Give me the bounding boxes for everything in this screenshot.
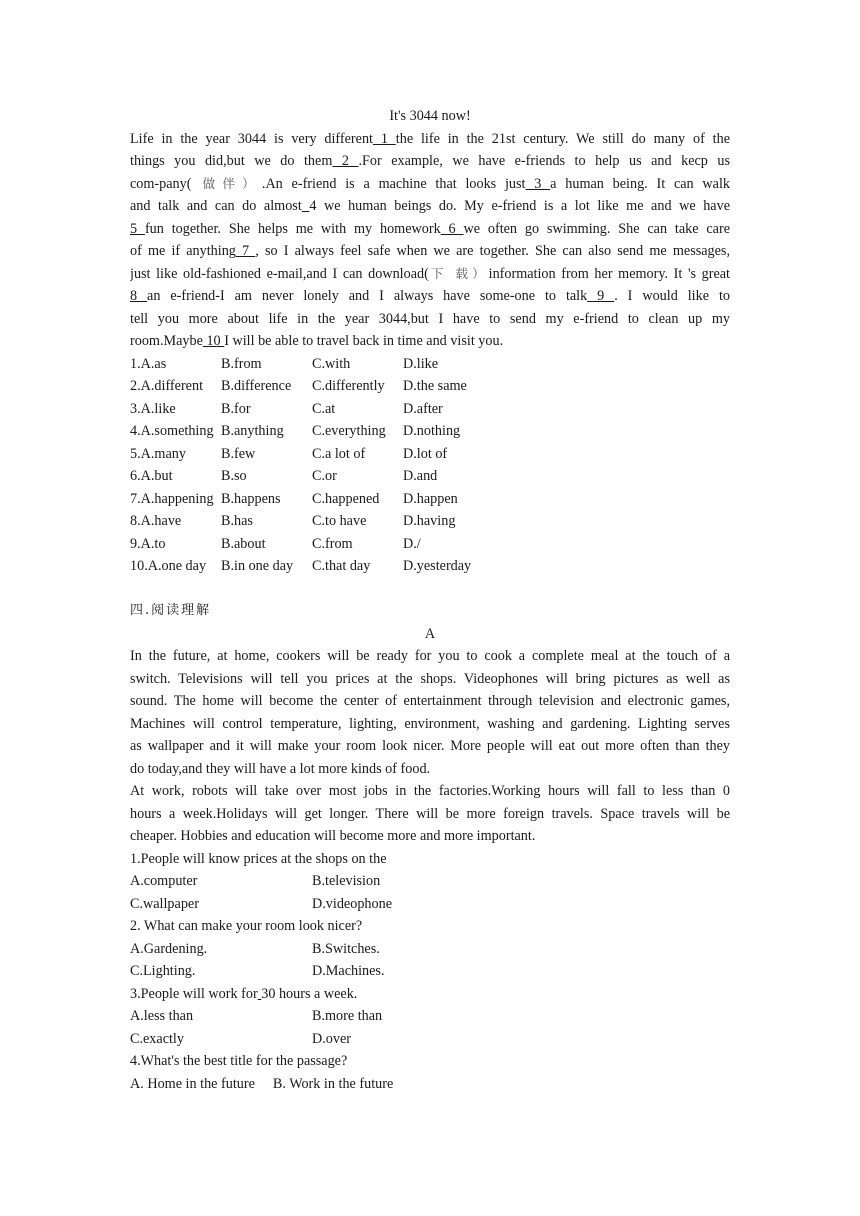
text: an e-friend-I am never lonely and I always have some-one to talk — [147, 288, 588, 304]
option[interactable]: A.less than — [130, 1008, 194, 1024]
passage1-line-4 — [130, 195, 730, 218]
question-3-options-row — [130, 1028, 730, 1051]
blank-6: 6 — [440, 220, 464, 237]
text: a human being. It can walk — [550, 175, 730, 192]
option[interactable]: D.nothing — [403, 423, 461, 439]
option[interactable]: D.videophone — [312, 895, 392, 912]
passage1-line-5 — [130, 218, 730, 241]
question-1-options-row — [130, 870, 730, 893]
option[interactable]: 7.A.happening — [130, 490, 214, 507]
option[interactable]: D.having — [403, 513, 456, 529]
text: information from her memory. It 's great — [488, 265, 730, 282]
question-2: 2. What can make your room look nicer? — [130, 918, 363, 934]
blank-9: 9 — [587, 288, 615, 304]
cloze-option-row — [130, 443, 730, 466]
cloze-option-row — [130, 398, 730, 421]
option[interactable]: D.over — [312, 1030, 352, 1047]
option[interactable]: C.wallpaper — [130, 895, 199, 912]
option[interactable]: C.a lot of — [312, 445, 366, 462]
passage1-line-10 — [130, 330, 730, 353]
option[interactable]: 10.A.one day — [130, 558, 207, 574]
question-2-options-row — [130, 960, 730, 983]
option[interactable]: 4.A.something — [130, 423, 214, 439]
option[interactable]: A. Home in the future — [130, 1075, 255, 1092]
option[interactable]: 3.A.like — [130, 400, 176, 417]
option[interactable]: 5.A.many — [130, 445, 186, 462]
passage1-line-1 — [130, 128, 730, 151]
passage-line: sound. The home will become the center of entertainment through television and electronic games, — [130, 693, 730, 709]
passage1-line-9 — [130, 308, 730, 331]
text: just like old-fashioned e-mail,and I can download( — [130, 265, 429, 282]
text: 30 hours a week. — [261, 985, 358, 1002]
option[interactable]: A.Gardening. — [130, 940, 208, 957]
option[interactable]: 9.A.to — [130, 535, 166, 552]
option[interactable]: D.after — [403, 400, 443, 417]
passage1-line-7 — [130, 263, 730, 286]
reading-passage — [130, 645, 730, 848]
option[interactable]: B. Work in the future — [272, 1075, 394, 1092]
passage-line: In the future, at home, cookers will be ready for you to cook a complete meal at the touch of a — [130, 648, 730, 664]
option[interactable]: C.that day — [312, 558, 371, 574]
question-3-options-row — [130, 1005, 730, 1028]
option[interactable]: D.happen — [403, 490, 458, 507]
question-3 — [130, 983, 730, 1006]
text: we often go swimming. She can take care — [463, 220, 730, 237]
option[interactable]: B.from — [221, 355, 262, 372]
option[interactable]: B.anything — [221, 423, 284, 439]
cloze-options — [130, 353, 730, 578]
blank-7: 7 — [235, 243, 256, 259]
option[interactable]: A.computer — [130, 873, 198, 889]
option[interactable]: D./ — [403, 535, 421, 552]
option[interactable]: C.happened — [312, 490, 380, 507]
option[interactable]: C.at — [312, 400, 336, 417]
passage-line: cheaper. Hobbies and education will become more and more important. — [130, 828, 536, 844]
option[interactable]: B.for — [221, 400, 251, 417]
question-4-options-row — [130, 1073, 730, 1096]
text: and talk and can do almost — [130, 198, 302, 214]
passage-line: At work, robots will take over most jobs in the factories.Working hours will fall to less than 0 — [130, 783, 730, 799]
text: we human beings do. My e-friend is a lot like me and we have — [316, 198, 730, 214]
text: of me if anything — [130, 243, 236, 259]
worksheet-page — [130, 105, 730, 1095]
blank-10: 10 — [202, 333, 225, 349]
option[interactable]: B.more than — [312, 1008, 383, 1024]
question-4: 4.What's the best title for the passage? — [130, 1053, 348, 1069]
blank-5: 5 — [130, 220, 145, 237]
option[interactable]: C.to have — [312, 513, 367, 529]
blank-1: 1 — [372, 130, 396, 147]
text: I will be able to travel back in time and visit you. — [224, 333, 504, 349]
blank-2: 2 — [332, 153, 359, 169]
option[interactable]: 1.A.as — [130, 355, 167, 372]
blank-3: 3 — [525, 175, 551, 192]
text: 3.People will work for — [130, 985, 258, 1002]
cloze-option-row — [130, 420, 730, 443]
cloze-option-row — [130, 465, 730, 488]
option[interactable]: 6.A.but — [130, 468, 173, 484]
passage1-line-3 — [130, 173, 730, 196]
passage1-line-2 — [130, 150, 730, 173]
passage-line: Machines will control temperature, lighting, environment, washing and gardening. Lighting serves — [130, 715, 730, 732]
chinese-gloss: 做伴） — [191, 175, 262, 191]
question-2-options-row — [130, 938, 730, 961]
option[interactable]: B.difference — [221, 378, 292, 394]
text: .For example, we have e-friends to help us and kecp us — [358, 153, 730, 169]
cloze-option-row — [130, 375, 730, 398]
blank-8: 8 — [130, 288, 148, 304]
text: .An e-friend is a machine that looks just — [261, 175, 526, 192]
option[interactable]: C.differently — [312, 378, 385, 394]
passage1-line-6 — [130, 240, 730, 263]
text: Life in the year 3044 is very different — [130, 130, 373, 147]
option[interactable]: B.happens — [221, 490, 281, 507]
option[interactable]: D.and — [403, 468, 438, 484]
option[interactable]: C.from — [312, 535, 353, 552]
passage-title: It's 3044 now! — [389, 108, 471, 124]
cloze-option-row — [130, 488, 730, 511]
passage-line: do today,and they will have a lot more kinds of food. — [130, 760, 431, 777]
option[interactable]: C.everything — [312, 423, 386, 439]
passage-line: as wallpaper and it will make your room look nicer. More people will eat out more often than they — [130, 738, 730, 754]
option[interactable]: B.has — [221, 513, 253, 529]
option[interactable]: 8.A.have — [130, 513, 182, 529]
option[interactable]: C.with — [312, 355, 351, 372]
text: room.Maybe — [130, 333, 203, 349]
option[interactable]: B.about — [221, 535, 266, 552]
question-1: 1.People will know prices at the shops on the — [130, 850, 387, 867]
cloze-option-row — [130, 353, 730, 376]
option[interactable]: B.few — [221, 445, 256, 462]
text: com-pany( — [130, 175, 192, 192]
option[interactable]: D.lot of — [403, 445, 448, 462]
option[interactable]: 2.A.different — [130, 378, 204, 394]
option[interactable]: B.Switches. — [312, 940, 380, 957]
question-1-options-row — [130, 893, 730, 916]
text: fun together. She helps me with my homework — [144, 220, 441, 237]
chinese-gloss: 下 载） — [428, 265, 489, 281]
option[interactable]: D.yesterday — [403, 558, 472, 574]
option[interactable]: D.the same — [403, 378, 467, 394]
text: things you did,but we do them — [130, 153, 333, 169]
cloze-option-row — [130, 555, 730, 578]
passage-line: switch. Televisions will tell you prices at the shops. Videophones will bring pictures as well as — [130, 670, 730, 687]
spacer — [130, 578, 730, 601]
passage-a-label: A — [424, 625, 436, 642]
option[interactable]: C.or — [312, 468, 337, 484]
text: the life in the 21st century. We still do many of the — [395, 130, 730, 147]
passage1-line-8 — [130, 285, 730, 308]
option[interactable]: B.in one day — [221, 558, 294, 574]
blank-4-number: 4 — [309, 198, 317, 214]
option[interactable]: D.Machines. — [312, 963, 385, 979]
option[interactable]: C.exactly — [130, 1030, 184, 1047]
option[interactable]: B.so — [221, 468, 247, 484]
text: tell you more about life in the year 3044,but I have to send my e-friend to clean up my — [130, 310, 730, 327]
section-heading: 四.阅读理解 — [130, 603, 212, 618]
passage-line: hours a week.Holidays will get longer. There will be more foreign travels. Space travels will be — [130, 805, 730, 822]
option[interactable]: D.like — [403, 355, 439, 372]
cloze-option-row — [130, 533, 730, 556]
option[interactable]: C.Lighting. — [130, 963, 196, 979]
option[interactable]: B.television — [312, 873, 381, 889]
text: , so I always feel safe when we are together. She can also send me messages, — [255, 243, 730, 259]
text: . I would like to — [614, 288, 730, 304]
cloze-option-row — [130, 510, 730, 533]
